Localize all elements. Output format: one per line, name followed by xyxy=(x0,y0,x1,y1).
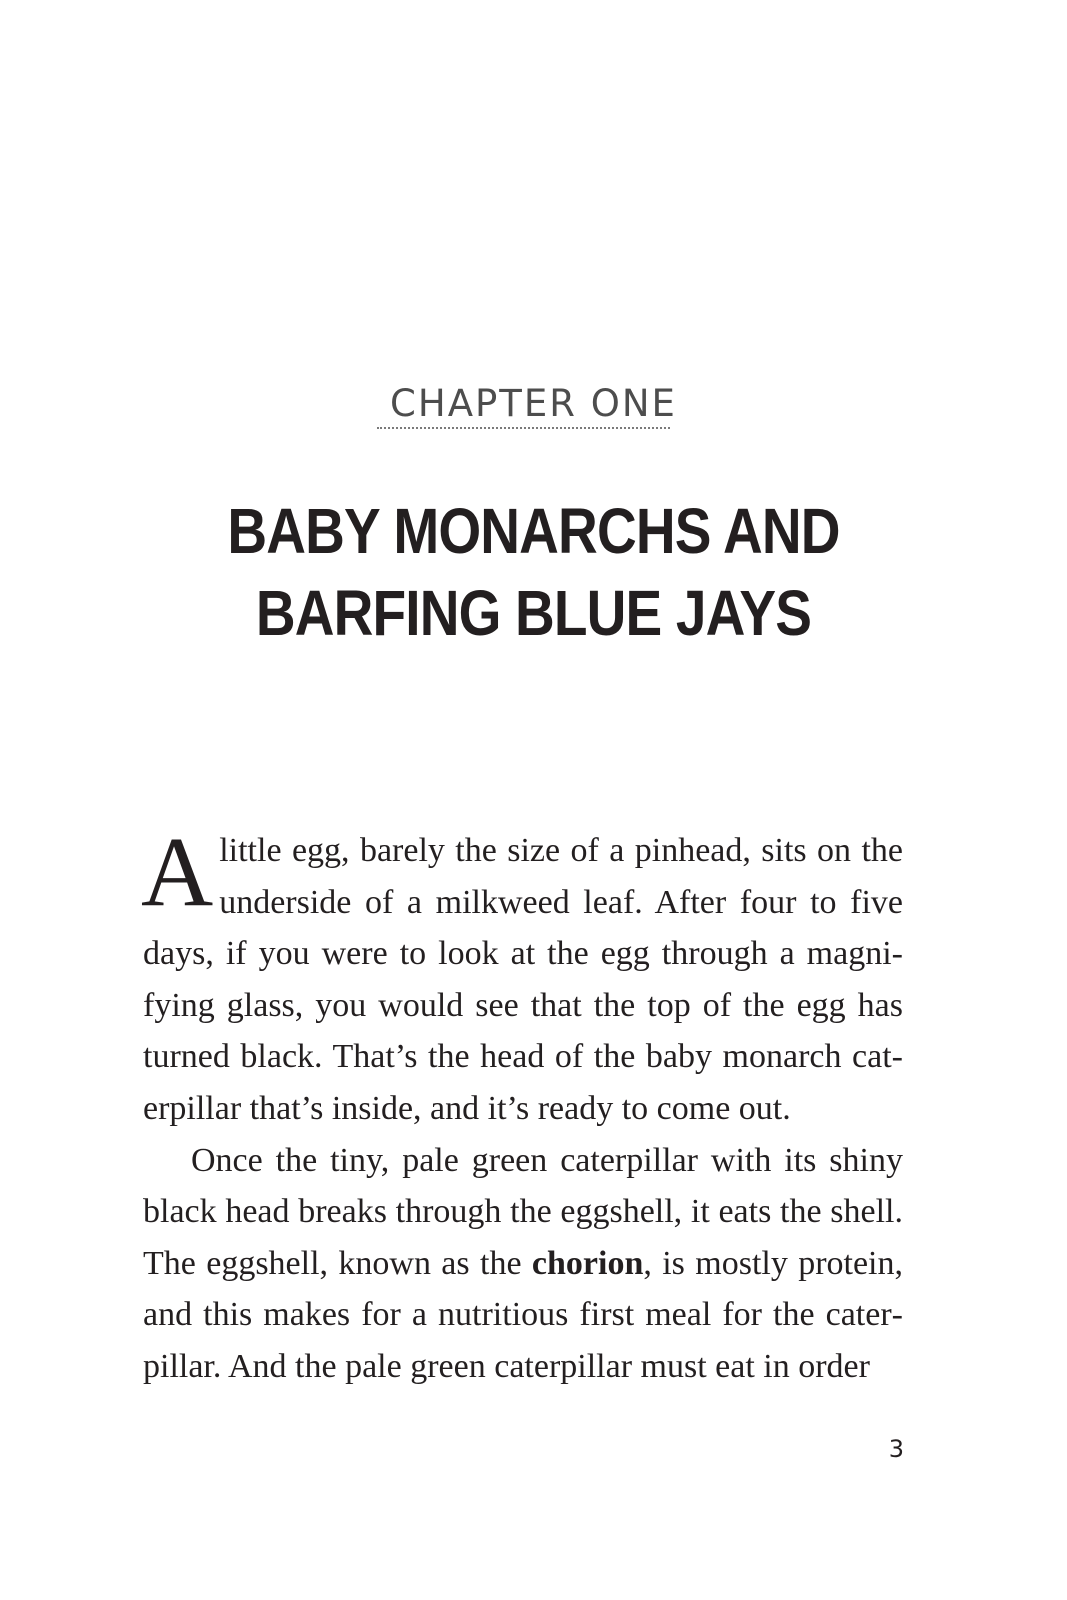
body-text xyxy=(141,816,904,1393)
chapter-rule xyxy=(377,427,670,429)
chapter-title xyxy=(75,490,993,654)
chapter-title-line-2: BARFING BLUE JAYS xyxy=(255,577,812,649)
paragraph-2-text-after: , is mostly protein, and this makes for a nutritious first meal for the caterpillar. And the pale green caterpillar must eat in order xyxy=(143,1244,904,1385)
paragraph-1-text: little egg, barely the size of a pinhead, sits on the underside of a milkweed leaf. After four to five days, if you were to look at the egg through a magnifying glass, you would see that the top of the egg has turned black. That’s the head of the baby monarch caterpillar that’s inside, and it’s ready to come out. xyxy=(143,832,903,1127)
paragraph-1 xyxy=(141,816,903,1135)
chapter-label: CHAPTER ONE xyxy=(390,382,677,425)
paragraph-2 xyxy=(143,1135,903,1393)
drop-cap: A xyxy=(141,816,214,927)
paragraph-2-text-before: Once the tiny, pale green caterpillar with its shiny black head breaks through the eggshell, it eats the shell. The eggshell, known as the xyxy=(143,1141,903,1282)
term-chorion: chorion xyxy=(531,1244,644,1282)
chapter-title-line-1: BABY MONARCHS AND xyxy=(227,495,840,567)
page-number: 3 xyxy=(888,1435,904,1463)
